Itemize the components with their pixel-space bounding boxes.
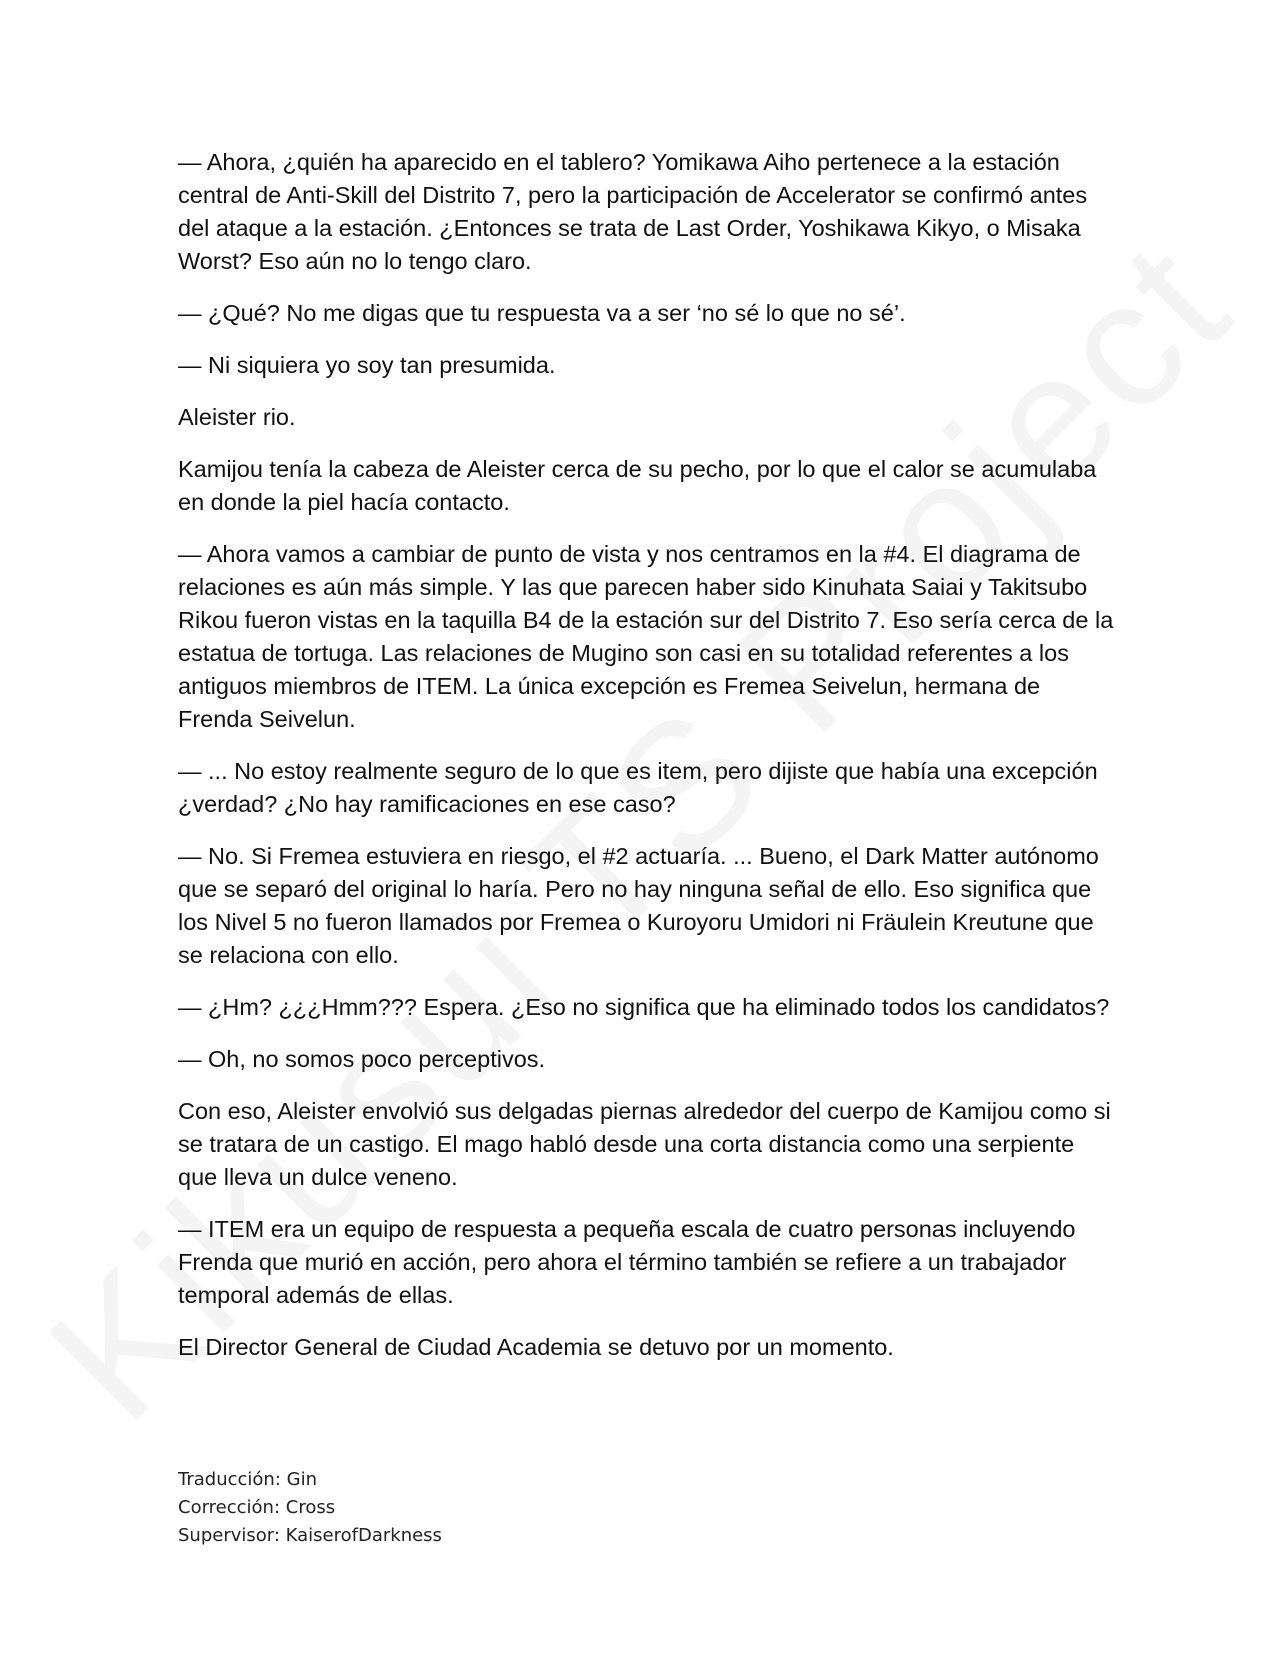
paragraph: — ¿Hm? ¿¿¿Hmm??? Espera. ¿Eso no significa que ha eliminado todos los candidatos?	[178, 994, 1110, 1020]
credit-supervisor: Supervisor: KaiserofDarkness	[178, 1525, 442, 1546]
paragraph: — Ahora vamos a cambiar de punto de vista y nos centramos en la #4. El diagrama de relaciones es aún más simple. Y las que parecen haber sido Kinuhata Saiai y Takitsubo Rikou fueron vistas en la taquilla B4 de la estación sur del Distrito 7. Eso sería cerca de la estatua de tortuga. Las relaciones de Mugino son casi en su totalidad referentes a los antiguos miembros de ITEM. La única excepción es Fremea Seivelun, hermana de Frenda Seivelun.	[178, 541, 1114, 732]
credits-block	[178, 1466, 778, 1550]
document-body	[178, 146, 1118, 1383]
paragraph: Aleister rio.	[178, 404, 296, 430]
paragraph: — Ahora, ¿quién ha aparecido en el tablero? Yomikawa Aiho pertenece a la estación central de Anti-Skill del Distrito 7, pero la participación de Accelerator se confirmó antes del ataque a la estación. ¿Entonces se trata de Last Order, Yoshikawa Kikyo, o Misaka Worst? Eso aún no lo tengo claro.	[178, 149, 1088, 274]
credit-translation: Traducción: Gin	[178, 1469, 317, 1490]
paragraph: — Oh, no somos poco perceptivos.	[178, 1046, 546, 1072]
paragraph: — No. Si Fremea estuviera en riesgo, el #2 actuaría. ... Bueno, el Dark Matter autónomo que se separó del original lo haría. Pero no hay ninguna señal de ello. Eso significa que los Nivel 5 no fueron llamados por Fremea o Kuroyoru Umidori ni Fräulein Kreutune que se relaciona con ello.	[178, 843, 1099, 968]
paragraph: — Ni siquiera yo soy tan presumida.	[178, 352, 556, 378]
paragraph: — ... No estoy realmente seguro de lo que es item, pero dijiste que había una excepción ¿verdad? ¿No hay ramificaciones en ese caso?	[178, 758, 1098, 817]
paragraph: Con eso, Aleister envolvió sus delgadas piernas alrededor del cuerpo de Kamijou como si se tratara de un castigo. El mago habló desde una corta distancia como una serpiente que lleva un dulce veneno.	[178, 1098, 1111, 1190]
paragraph: — ITEM era un equipo de respuesta a pequeña escala de cuatro personas incluyendo Frenda que murió en acción, pero ahora el término también se refiere a un trabajador temporal además de ellas.	[178, 1216, 1076, 1308]
paragraph: El Director General de Ciudad Academia se detuvo por un momento.	[178, 1334, 894, 1360]
credit-correction: Corrección: Cross	[178, 1497, 336, 1518]
paragraph: Kamijou tenía la cabeza de Aleister cerca de su pecho, por lo que el calor se acumulaba en donde la piel hacía contacto.	[178, 456, 1097, 515]
paragraph: — ¿Qué? No me digas que tu respuesta va a ser ‘no sé lo que no sé’.	[178, 300, 906, 326]
